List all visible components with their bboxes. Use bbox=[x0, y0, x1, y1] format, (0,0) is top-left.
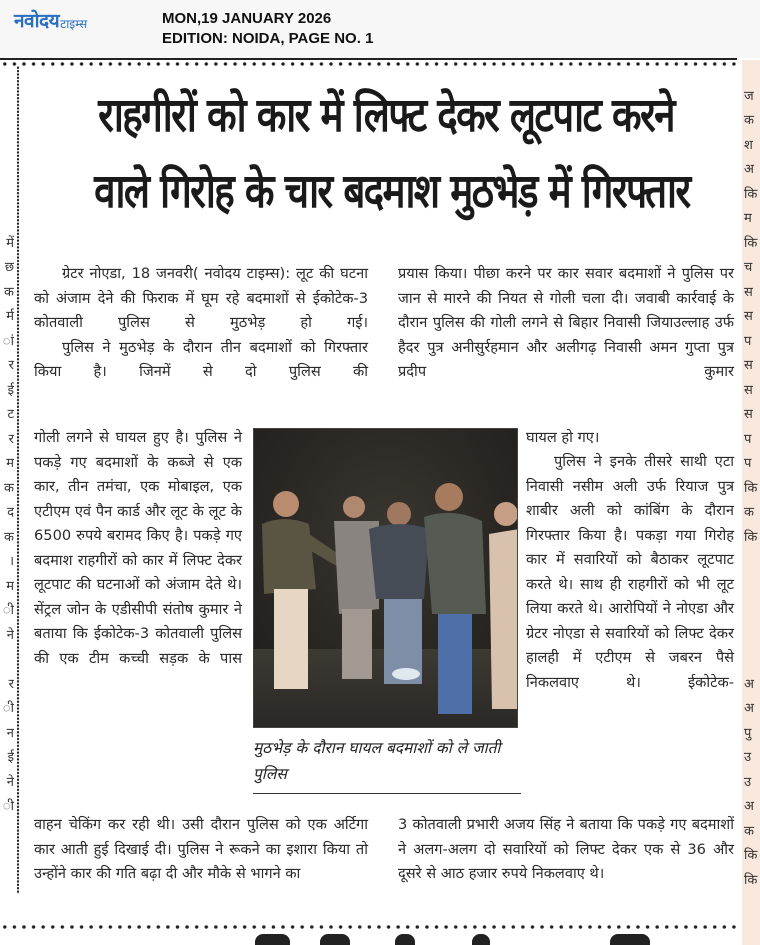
fragment-glyph: र bbox=[8, 676, 14, 692]
fragment-glyph bbox=[0, 648, 14, 673]
paragraph-checking: वाहन चेकिंग कर रही थी। उसी दौरान पुलिस को एक अर्टिगा कार आती हुई दिखाई दी। पुलिस ने रूकने का इशारा किया तो उन्होंने कार की गति बढ़ा दी और मौके से भागने का bbox=[34, 816, 368, 882]
fragment-glyph: ने bbox=[6, 774, 14, 790]
next-headline-fragment bbox=[610, 934, 650, 945]
fragment-glyph: कि bbox=[744, 186, 758, 202]
fragment-glyph: च bbox=[744, 260, 753, 275]
fragment-glyph: स bbox=[744, 358, 753, 373]
bottom-dotted-divider bbox=[0, 924, 737, 930]
fragment-glyph: प bbox=[744, 431, 752, 447]
fragment-glyph: ी bbox=[2, 603, 14, 618]
newspaper-logo[interactable] bbox=[14, 8, 87, 32]
fragment-glyph: म bbox=[744, 211, 752, 226]
fragment-glyph bbox=[0, 60, 14, 85]
next-headline-fragment bbox=[320, 934, 350, 945]
logo-main-text: नवोदय bbox=[14, 10, 60, 32]
fragment-glyph: कि bbox=[744, 235, 758, 251]
next-headline-fragment bbox=[395, 934, 415, 945]
paragraph-firing: प्रयास किया। पीछा करने पर कार सवार बदमाशों ने पुलिस पर जान से मारने की नियत से गोली चला दी। जवाबी कार्रवाई के दौरान पुलिस की गोली लगने से बिहार निवासी जियाउल्लाह उर्फ हैदर पुत्र अनीसुर्रहमान और अलीगढ़ निवासी अमन गुप्ता पुत्र प्रदीप कुमार bbox=[398, 265, 734, 380]
fragment-glyph: क bbox=[4, 284, 14, 300]
fragment-glyph: र bbox=[8, 358, 14, 373]
fragment-glyph bbox=[0, 207, 14, 232]
fragment-glyph: ट bbox=[7, 407, 14, 422]
fragment-glyph: कि bbox=[744, 480, 758, 496]
fragment-glyph: ी bbox=[2, 799, 14, 814]
fragment-glyph: कि bbox=[744, 872, 758, 888]
body-col1-narrow bbox=[34, 426, 242, 671]
next-headline-fragment bbox=[255, 934, 290, 945]
fragment-glyph: ने bbox=[6, 627, 14, 643]
edition-info bbox=[162, 9, 373, 49]
fragment-glyph: कि bbox=[744, 529, 758, 545]
edition-page: EDITION: NOIDA, PAGE NO. 1 bbox=[162, 30, 374, 47]
publication-date: MON,19 JANUARY 2026 bbox=[162, 10, 332, 27]
fragment-glyph: पु bbox=[744, 725, 752, 741]
fragment-glyph bbox=[742, 60, 760, 85]
header-rule bbox=[0, 58, 737, 60]
fragment-glyph bbox=[742, 575, 760, 600]
fragment-glyph: र्म bbox=[6, 309, 14, 324]
body-col2-wounded bbox=[526, 426, 734, 451]
article-headline bbox=[30, 78, 742, 230]
fragment-glyph: क bbox=[744, 823, 754, 839]
fragment-glyph bbox=[0, 85, 14, 110]
fragment-glyph: ां bbox=[2, 333, 14, 349]
logo-sub-text: टाइम्स bbox=[60, 17, 88, 31]
top-dotted-divider bbox=[0, 61, 737, 67]
fragment-glyph bbox=[742, 550, 760, 575]
paragraph-wounded: घायल हो गए। bbox=[526, 429, 600, 446]
fragment-glyph: ई bbox=[7, 750, 14, 765]
fragment-glyph: ज bbox=[744, 88, 754, 104]
fragment-glyph bbox=[0, 183, 14, 208]
news-photo-police-escorting-suspects[interactable] bbox=[253, 428, 518, 728]
fragment-glyph: ई bbox=[7, 382, 14, 398]
fragment-glyph: न bbox=[6, 725, 14, 741]
fragment-glyph: अ bbox=[744, 162, 754, 177]
left-dotted-divider bbox=[16, 66, 20, 894]
fragment-glyph: अ bbox=[744, 799, 754, 814]
fragment-glyph: द bbox=[7, 505, 14, 520]
fragment-glyph bbox=[0, 109, 14, 134]
headline-line-2: वाले गिरोह के चार बदमाश मुठभेड़ में गिरफ्तार bbox=[94, 164, 690, 219]
fragment-glyph: स bbox=[744, 407, 753, 422]
body-col1-bottom bbox=[34, 813, 368, 887]
fragment-glyph: क bbox=[4, 480, 14, 496]
fragment-glyph bbox=[0, 158, 14, 183]
fragment-glyph: अ bbox=[744, 676, 754, 692]
photo-caption: मुठभेड़ के दौरान घायल बदमाशों को ले जाती पुलिस bbox=[253, 735, 521, 794]
adjacent-article-right-fragment bbox=[742, 60, 760, 945]
fragment-glyph: श bbox=[744, 137, 753, 153]
fragment-glyph: प bbox=[744, 456, 752, 471]
fragment-glyph: प bbox=[744, 333, 752, 349]
headline-line-1: राहगीरों को कार में लिफ्ट देकर लूटपाट करने bbox=[98, 88, 674, 143]
fragment-glyph: क bbox=[744, 113, 754, 128]
fragment-glyph bbox=[742, 624, 760, 649]
paragraph-sho-statement: 3 कोतवाली प्रभारी अजय सिंह ने बताया कि पकड़े गए बदमाशों ने अलग-अलग दो सवारियों को लिफ्ट देकर एक से 36 और दूसरे से आठ हजार रुपये निकलवाए थे। bbox=[398, 816, 734, 882]
fragment-glyph bbox=[742, 648, 760, 673]
fragment-glyph: स bbox=[744, 382, 753, 398]
fragment-glyph: छ bbox=[4, 260, 14, 275]
lead-paragraph: ग्रेटर नोएडा, 18 जनवरी( नवोदय टाइम्स): लूट की घटना को अंजाम देने की फिराक में घूम रहे बदमाशों से ईकोटेक-3 कोतवाली पुलिस से मुठभेड़ हो गई। bbox=[34, 265, 368, 331]
fragment-glyph: र bbox=[8, 431, 14, 447]
fragment-glyph: स bbox=[744, 284, 753, 300]
adjacent-article-left-fragment bbox=[0, 60, 14, 945]
fragment-glyph: म bbox=[6, 578, 14, 594]
body-col2-top bbox=[398, 262, 734, 385]
fragment-glyph: स bbox=[744, 309, 753, 324]
body-col2-narrow bbox=[526, 450, 734, 695]
fragment-glyph: में bbox=[6, 235, 14, 251]
paragraph-third-accomplice: पुलिस ने इनके तीसरे साथी एटा निवासी नसीम अली उर्फ रियाज पुत्र शाबीर अली को कांबिंग के दौरान गिरफ्तार किया है। पकड़ा गया गिरोह कार में सवारियों को बैठाकर लूटपाट करते थे। साथ ही राहगीरों को भी लूट लिया करते थे। आरोपियों ने नोएडा और ग्रेटर नोएडा से सवारियों को लिफ्ट देकर हालही में एटीएम से जबरन पैसे निकलवाए थे। ईकोटेक- bbox=[526, 453, 734, 691]
body-col2-bottom bbox=[398, 813, 734, 887]
fragment-glyph: उ bbox=[744, 774, 752, 790]
fragment-glyph: उ bbox=[744, 750, 752, 765]
next-headline-fragment bbox=[472, 934, 490, 945]
fragment-glyph: अ bbox=[744, 701, 754, 716]
fragment-glyph bbox=[0, 134, 14, 159]
paragraph-arrests: पुलिस ने मुठभेड़ के दौरान तीन बदमाशों को गिरफ्तार किया है। जिनमें से दो पुलिस की bbox=[34, 338, 368, 380]
fragment-glyph: । bbox=[9, 554, 14, 569]
paragraph-recovery: गोली लगने से घायल हुए है। पुलिस ने पकड़े गए बदमाशों के कब्जे से एक कार, तीन तमंचा, एक मोबाइल, एक एटीएम एवं पैन कार्ड और लूट के लूट के 6500 रुपये बरामद किए है। पकड़े गए बदमाश राहगीरों को कार में लिफ्ट देकर लूटपाट की घटनाओं को अंजाम देते थे। सेंट्रल जोन के एडीसीपी संतोष कुमार ने बताया कि ईकोटेक-3 कोतवाली पुलिस की एक टीम कच्ची सड़क के पास bbox=[34, 429, 242, 667]
fragment-glyph bbox=[742, 599, 760, 624]
fragment-glyph: क bbox=[4, 529, 14, 545]
photo-image bbox=[254, 429, 518, 728]
body-col1-top bbox=[34, 262, 368, 385]
fragment-glyph: क bbox=[744, 505, 754, 520]
fragment-glyph: कि bbox=[744, 848, 758, 863]
fragment-glyph: ी bbox=[2, 701, 14, 716]
fragment-glyph: म bbox=[6, 456, 14, 471]
masthead-bar bbox=[0, 0, 760, 58]
